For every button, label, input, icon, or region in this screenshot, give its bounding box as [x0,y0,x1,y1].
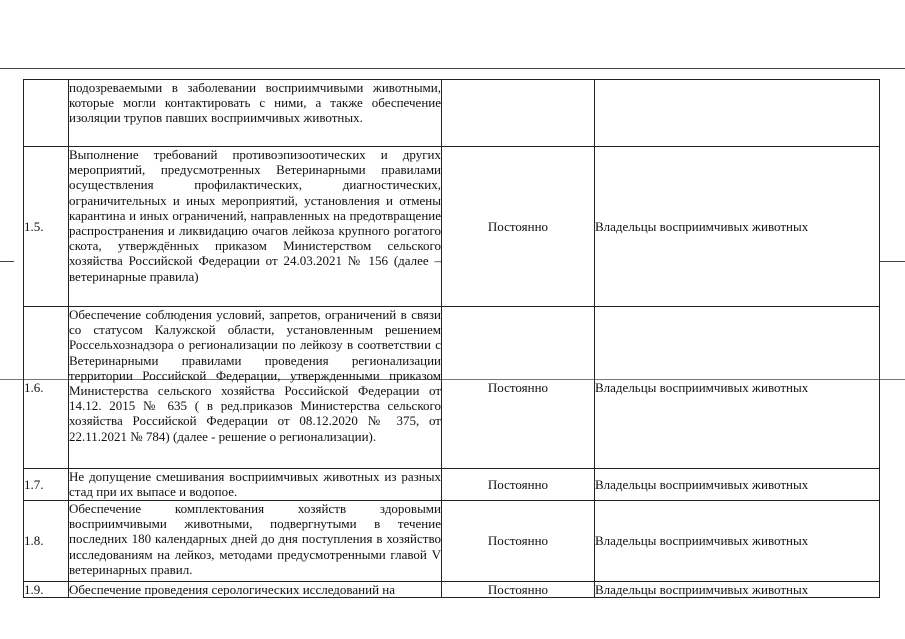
responsible-cell: Владельцы восприимчивых животных [595,582,880,598]
frequency-cell: Постоянно [442,307,595,469]
frequency-cell: Постоянно [442,469,595,501]
measure-text: Обеспечение соблюдения условий, запретов, ограничений в связи со статусом Калужской области, установленным решением Россельхознадзора о регионализации по лейкозу в соответствии с Ветеринарными правилами проведения регионализации территории Российской Федерации, утвержденными приказом Министерства сельского хозяйства Российской Федерации от 14.12. 2015 № 635 ( в ред.приказов Министерства сельского хозяйства Российской Федерации от 08.12.2020 № 375, от 22.11.2021 № 784) (далее - решение о регионализации). [69,307,442,469]
table-row [24,80,880,147]
measures-table [23,79,880,598]
responsible-cell: Владельцы восприимчивых животных [595,307,880,469]
row-number: 1.7. [24,469,69,501]
measure-text-cell [69,582,442,598]
responsible-cell: Владельцы восприимчивых животных [595,469,880,501]
table-row [24,307,880,469]
responsible-cell: Владельцы восприимчивых животных [595,147,880,307]
page-margin-mark-left [0,261,14,262]
measure-text: подозреваемыми в заболевании восприимчивыми животными, которые могли контактировать с ними, а также обеспечение изоляции трупов павших восприимчивых животных. [69,80,442,147]
frequency-cell: Постоянно [442,147,595,307]
frequency-cell: Постоянно [442,501,595,582]
row-number: 1.8. [24,501,69,582]
table-row [24,501,880,582]
page-top-rule [0,68,905,69]
row-number: 1.6. [24,307,69,469]
frequency-cell: Постоянно [442,582,595,598]
frequency-cell [442,80,595,147]
row-number: 1.5. [24,147,69,307]
measure-text: Выполнение требований противоэпизоотических и других мероприятий, предусмотренных Ветеринарными правилами осуществления профилактических, диагностических, ограничительных и иных мероприятий, установления и отмены карантина и иных ограничений, направленных на предотвращение распространения и ликвидацию очагов лейкоза крупного рогатого скота, утверждённых приказом Министерством сельского хозяйства Российской Федерации от 24.03.2021 № 156 (далее – ветеринарные правила) [69,147,442,307]
measure-text: Обеспечение проведения серологических исследований на [69,582,395,596]
row-number [24,80,69,147]
page-margin-mark-right [880,261,905,262]
measure-text: Не допущение смешивания восприимчивых животных из разных стад при их выпасе и водопое. [69,469,441,500]
table-row [24,147,880,307]
responsible-cell: Владельцы восприимчивых животных [595,501,880,582]
table-row [24,582,880,598]
measure-text: Обеспечение комплектования хозяйств здоровыми восприимчивыми животными, подвергнутыми в течение последних 180 календарных дней до дня поступления в хозяйство исследованиям на лейкоз, методами предусмотренными главой V ветеринарных правил. [69,501,442,582]
responsible-cell [595,80,880,147]
table-row [24,469,880,501]
row-number: 1.9. [24,582,69,598]
